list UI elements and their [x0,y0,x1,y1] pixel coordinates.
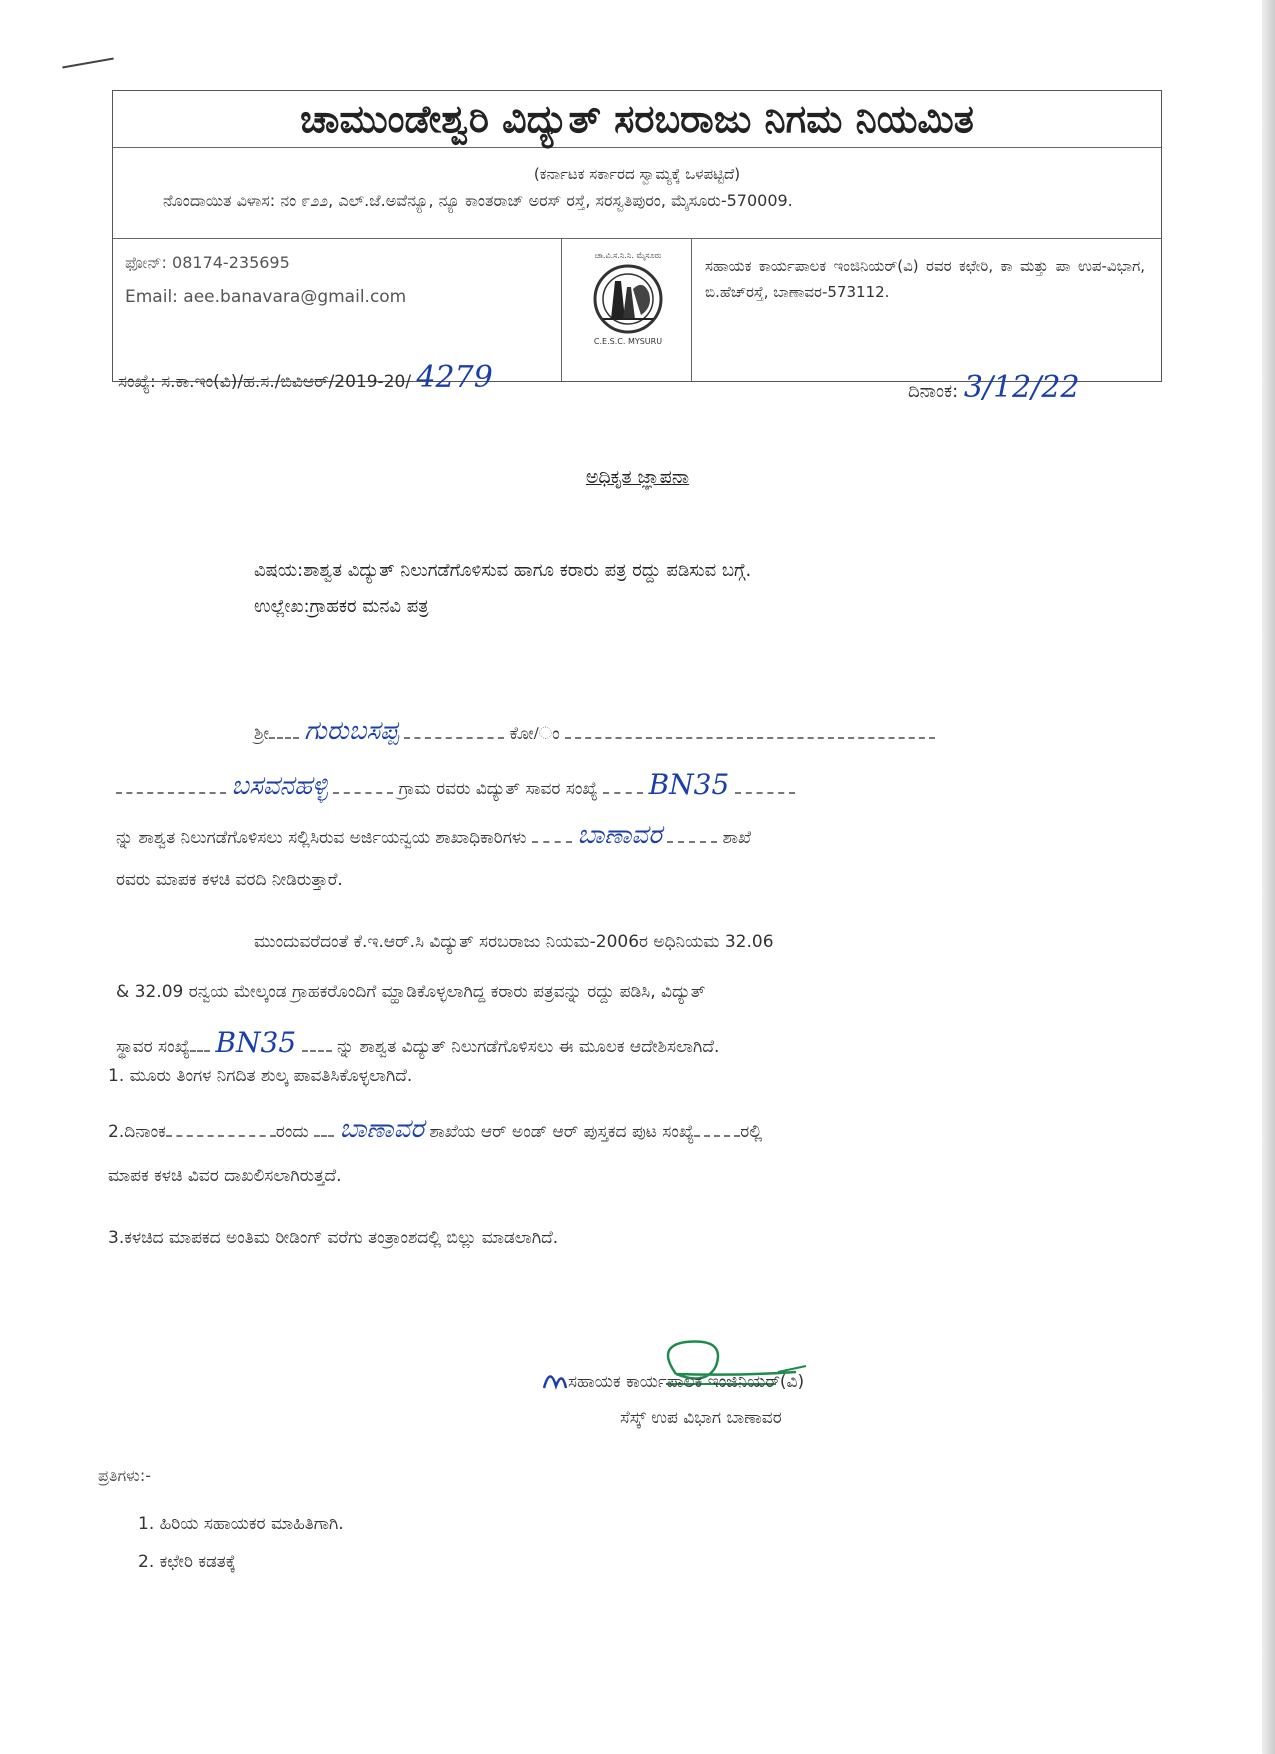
email-address: Email: aee.banavara@gmail.com [125,287,407,307]
body-line-4: ರವರು ಮಾಪಕ ಕಳಚಿ ವರದಿ ನೀಡಿರುತ್ತಾರೆ. [116,870,343,890]
item-2 [108,1114,762,1145]
org-name: ಚಾಮುಂಡೇಶ್ವರಿ ವಿದ್ಯುತ್ ಸರಬರಾಜು ನಿಗಮ ನಿಯಮಿತ [300,97,974,141]
reference-date [908,370,1080,405]
village-suffix: ಗ್ರಾಮ ರವರು ವಿದ್ಯುತ್ ಸಾವರ ಸಂಖ್ಯೆ [398,779,598,799]
reference-number [118,360,493,395]
org-subtitle: (ಕರ್ನಾಟಕ ಸರ್ಕಾರದ ಸ್ವಾಮ್ಯಕ್ಕೆ ಒಳಪಟ್ಟಿದೆ) [533,165,741,183]
branch-handwritten: ಬಾಣಾವರ [577,820,662,850]
signature-mark [536,1336,986,1406]
copies-item: 1. ಹಿರಿಯ ಸಹಾಯಕರ ಮಾಹಿತಿಗಾಗಿ. [138,1514,344,1534]
copies-label: ಪ್ರತಿಗಳು:- [98,1466,152,1485]
line3-suffix: ಶಾಖೆ [722,828,752,848]
branch-handwritten-2: ಬಾಣಾವರ [339,1114,425,1144]
signatory-office: ಸೆಸ್ಕ್ ಉಪ ವಿಭಾಗ ಬಾಣಾವರ [620,1408,782,1428]
office-address: ಸಹಾಯಕ ಕಾರ್ಯಪಾಲಕ ಇಂಜಿನಿಯರ್(ವಿ) ರವರ ಕಛೇರಿ, ಕಾ ಮತ್ತು ಪಾ ಉಪ-ವಿಭಾಗ, ಬಿ.ಹೆಚ್‌ರಸ್ತೆ, ಬಾಣಾವರ-573112. [705,257,1145,301]
registered-address: ನೊಂದಾಯಿತ ವಿಳಾಸ: ನಂ ೯೨೨, ಎಲ್.ಜೆ.ಅವೆನ್ಯೂ, ನ್ಯೂ ಕಾಂತರಾಜ್ ಅರಸ್ ರಸ್ತೆ, ಸರಸ್ವತಿಪುರಂ, ಮೈಸೂರು-570009. [163,191,793,210]
divider [691,238,692,381]
shri-label: ಶ್ರೀ [254,724,269,744]
installation-number-handwritten: BN35 [648,768,730,801]
para2-line-2: & 32.09 ರನ್ವಯ ಮೇಲ್ಕಂಡ ಗ್ರಾಹಕರೊಂದಿಗೆ ಮ್ಹಾಡಿಕೊಳ್ಳಲಾಗಿದ್ದ ಕರಾರು ಪತ್ರವನ್ನು ರದ್ದು ಪಡಿಸಿ, ವಿದ್ಯುತ್ [116,982,706,1002]
item-3: 3.ಕಳಚಿದ ಮಾಪಕದ ಅಂತಿಮ ರೀಡಿಂಗ್ ವರೆಗು ತಂತ್ರಾಂಶದಲ್ಲಿ ಬಿಲ್ಲು ಮಾಡಲಾಗಿದೆ. [108,1228,559,1248]
phone-number: ಫೋನ್: 08174-235695 [125,253,290,272]
para2-line-1: ಮುಂದುವರೆದಂತೆ ಕೆ.ಇ.ಆರ್.ಸಿ ವಿದ್ಯುತ್ ಸರಬರಾಜು ನಿಯಮ-2006ರ ಅಧಿನಿಯಮ 32.06 [254,932,774,952]
body-line-2 [116,768,795,802]
date-label: ದಿನಾಂಕ: [908,381,959,402]
signature-block [536,1336,986,1446]
reference-number-handwritten: 4279 [416,360,493,395]
item2-mid: ಶಾಖೆಯ ಆರ್ ಅಂಡ್ ಆರ್ ಪುಸ್ತಕದ ಪುಟ ಸಂಖ್ಯೆ [429,1122,695,1142]
para2-line3-suffix: ನ್ನು ಶಾಶ್ವತ ವಿದ್ಯುತ್ ನಿಲುಗಡೆಗೊಳಿಸಲು ಈ ಮೂಲಕ ಆದೇಶಿಸಲಾಗಿದೆ. [336,1037,720,1057]
reference-number-label: ಸಂಖ್ಯೆ: ಸ.ಕಾ.ಇಂ(ವಿ)/ಹ.ಸ./ಬಿವಿಆರ್/2019-20/ [118,372,412,392]
scan-pen-mark [62,58,114,69]
divider [561,238,562,381]
customer-name-handwritten: ಗುರುಬಸಪ್ಪ [304,716,399,746]
divider [113,238,1161,239]
logo-text-top: ಚಾ.ವಿ.ಸ.ನಿ.ನಿ. ಮೈಸೂರು [594,251,662,260]
item2-prefix: 2.ದಿನಾಂಕ [108,1122,166,1142]
reference-line: ಉಲ್ಲೇಖ:ಗ್ರಾಹಕರ ಮನವಿ ಪತ್ರ [254,596,429,617]
cesc-logo [583,249,673,359]
line3-text: ನ್ನು ಶಾಶ್ವತ ನಿಲುಗಡೆಗೊಳಿಸಲು ಸಲ್ಲಿಸಿರುವ ಅರ್ಜಿಯನ್ವಯ ಶಾಖಾಧಿಕಾರಿಗಳು [116,828,527,848]
body-line-3 [116,820,751,851]
date-handwritten: 3/12/22 [963,370,1080,405]
document-title: ಅಧಿಕೃತ ಜ್ಞಾಪನಾ [585,466,690,488]
item2-randu: ರಂದು [275,1122,309,1142]
divider [113,147,1161,148]
item2-suffix: ರಲ್ಲಿ [740,1122,763,1142]
para2-line-3 [116,1026,719,1059]
logo-text-bottom: C.E.S.C. MYSURU [593,337,663,346]
subject-line: ವಿಷಯ:ಶಾಶ್ವತ ವಿದ್ಯುತ್ ನಿಲುಗಡೆಗೊಳಿಸುವ ಹಾಗೂ ಕರಾರು ಪತ್ರ ರದ್ದು ಪಡಿಸುವ ಬಗ್ಗೆ. [254,560,752,581]
installation-number-handwritten-2: BN35 [215,1026,297,1059]
item-1: 1. ಮೂರು ತಿಂಗಳ ನಿಗದಿತ ಶುಲ್ಕ ಪಾವತಿಸಿಕೊಳ್ಳಲಾಗಿದೆ. [108,1066,413,1086]
letterhead-box [112,90,1162,382]
sthavara-label: ಸ್ಥಾವರ ಸಂಖ್ಯೆ [116,1037,191,1057]
signatory-designation: ಸಹಾಯಕ ಕಾರ್ಯಪಾಲಕ ಇಂಜಿನಿಯರ್(ವಿ) [568,1372,805,1392]
scan-page-edge [1262,0,1275,1754]
ko-label: ಕೋ/ಂ [509,724,560,744]
item-2-line-2: ಮಾಪಕ ಕಳಚಿ ವಿವರ ದಾಖಲಿಸಲಾಗಿರುತ್ತದೆ. [108,1166,342,1186]
body-line-1 [254,716,935,747]
copies-item: 2. ಕಛೇರಿ ಕಡತಕ್ಕೆ [138,1552,236,1572]
village-handwritten: ಬಸವನಹಳ್ಳಿ [231,771,328,801]
